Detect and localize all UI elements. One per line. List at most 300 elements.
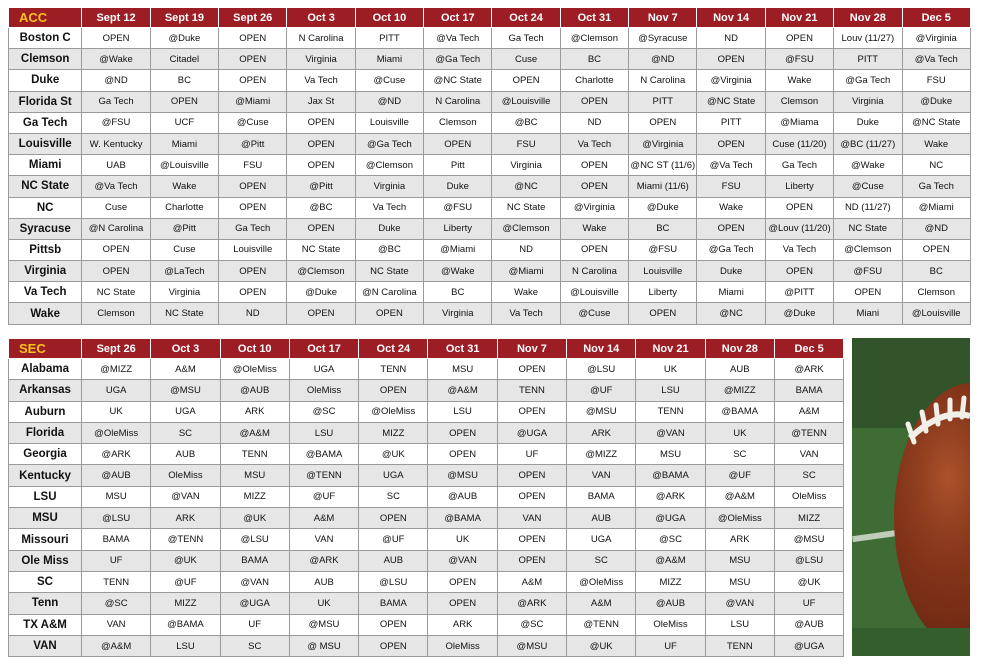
game-cell: @OleMiss — [359, 401, 428, 422]
game-cell: @A&M — [636, 550, 705, 571]
game-cell: MSU — [82, 486, 151, 507]
acc-week-header-nov-21: Nov 21 — [765, 8, 833, 28]
game-cell: Louisville — [355, 112, 423, 133]
game-cell: AUB — [567, 508, 636, 529]
table-row — [9, 28, 971, 49]
game-cell: @MSU — [774, 529, 843, 550]
game-cell: LSU — [151, 635, 220, 656]
acc-week-header-nov-14: Nov 14 — [697, 8, 765, 28]
game-cell: @Clemson — [355, 155, 423, 176]
game-cell: A&M — [289, 508, 358, 529]
table-row — [9, 359, 844, 380]
table-row — [9, 422, 844, 443]
sec-week-header-oct-10: Oct 10 — [220, 339, 289, 359]
game-cell: SC — [220, 635, 289, 656]
table-row — [9, 635, 844, 656]
game-cell: ND — [219, 303, 287, 324]
game-cell: @VAN — [151, 486, 220, 507]
game-cell: MIZZ — [220, 486, 289, 507]
game-cell: OPEN — [697, 218, 765, 239]
acc-week-header-sept-26: Sept 26 — [219, 8, 287, 28]
game-cell: ND — [697, 28, 765, 49]
game-cell: OPEN — [428, 444, 497, 465]
game-cell: @UK — [567, 635, 636, 656]
game-cell: OPEN — [765, 261, 833, 282]
football-icon — [852, 338, 970, 656]
game-cell: @Ga Tech — [834, 70, 902, 91]
game-cell: @Ga Tech — [424, 49, 492, 70]
game-cell: OPEN — [902, 239, 971, 260]
team-name: Florida St — [9, 91, 82, 112]
game-cell: OPEN — [219, 176, 287, 197]
game-cell: Ga Tech — [82, 91, 150, 112]
table-row — [9, 465, 844, 486]
sec-header-row — [9, 339, 844, 359]
game-cell: LSU — [289, 422, 358, 443]
sec-week-header-nov-21: Nov 21 — [636, 339, 705, 359]
game-cell: @Va Tech — [902, 49, 971, 70]
table-row — [9, 91, 971, 112]
game-cell: OPEN — [629, 303, 697, 324]
game-cell: OPEN — [560, 91, 628, 112]
game-cell: @Virginia — [560, 197, 628, 218]
game-cell: @UGA — [774, 635, 843, 656]
game-cell: OPEN — [428, 571, 497, 592]
game-cell: MIZZ — [774, 508, 843, 529]
sec-conference-title: SEC — [9, 339, 82, 359]
acc-schedule-table — [8, 7, 971, 325]
game-cell: @BAMA — [705, 401, 774, 422]
game-cell: @AUB — [774, 614, 843, 635]
game-cell: @BAMA — [428, 508, 497, 529]
game-cell: @ARK — [289, 550, 358, 571]
game-cell: @Miami — [902, 197, 971, 218]
game-cell: OPEN — [497, 529, 566, 550]
game-cell: @MSU — [428, 465, 497, 486]
game-cell: Duke — [355, 218, 423, 239]
team-name: NC — [9, 197, 82, 218]
game-cell: @ND — [82, 70, 150, 91]
game-cell: PITT — [629, 91, 697, 112]
game-cell: Va Tech — [355, 197, 423, 218]
game-cell: @BAMA — [151, 614, 220, 635]
game-cell: @PITT — [765, 282, 833, 303]
game-cell: UF — [220, 614, 289, 635]
game-cell: @LSU — [220, 529, 289, 550]
game-cell: ND — [492, 239, 560, 260]
game-cell: W. Kentucky — [82, 133, 150, 154]
sec-week-header-nov-28: Nov 28 — [705, 339, 774, 359]
game-cell: @ND — [902, 218, 971, 239]
team-name: NC State — [9, 176, 82, 197]
game-cell: @ARK — [82, 444, 151, 465]
team-name: Ga Tech — [9, 112, 82, 133]
game-cell: @LSU — [774, 550, 843, 571]
game-cell: SC — [151, 422, 220, 443]
game-cell: Jax St — [287, 91, 355, 112]
game-cell: @Cuse — [560, 303, 628, 324]
game-cell: BC — [150, 70, 218, 91]
game-cell: @BC (11/27) — [834, 133, 902, 154]
sec-week-header-oct-31: Oct 31 — [428, 339, 497, 359]
game-cell: OPEN — [765, 197, 833, 218]
game-cell: MSU — [220, 465, 289, 486]
game-cell: @Wake — [834, 155, 902, 176]
acc-week-header-oct-10: Oct 10 — [355, 8, 423, 28]
team-name: Va Tech — [9, 282, 82, 303]
game-cell: Wake — [150, 176, 218, 197]
game-cell: OPEN — [492, 70, 560, 91]
game-cell: NC State — [834, 218, 902, 239]
game-cell: OPEN — [359, 614, 428, 635]
game-cell: @MSU — [497, 635, 566, 656]
game-cell: @UF — [289, 486, 358, 507]
table-row — [9, 112, 971, 133]
sec-week-header-oct-17: Oct 17 — [289, 339, 358, 359]
game-cell: @SC — [497, 614, 566, 635]
game-cell: N Carolina — [560, 261, 628, 282]
game-cell: OPEN — [497, 486, 566, 507]
game-cell: @LSU — [82, 508, 151, 529]
game-cell: AUB — [705, 359, 774, 380]
game-cell: @Va Tech — [82, 176, 150, 197]
acc-week-header-oct-24: Oct 24 — [492, 8, 560, 28]
game-cell: FSU — [219, 155, 287, 176]
team-name: Kentucky — [9, 465, 82, 486]
table-row — [9, 593, 844, 614]
game-cell: @Duke — [902, 91, 971, 112]
game-cell: ARK — [220, 401, 289, 422]
game-cell: PITT — [355, 28, 423, 49]
team-name: Boston C — [9, 28, 82, 49]
game-cell: Charlotte — [560, 70, 628, 91]
game-cell: @NC State — [697, 91, 765, 112]
game-cell: OPEN — [287, 112, 355, 133]
game-cell: Miami — [150, 133, 218, 154]
game-cell: BC — [902, 261, 971, 282]
game-cell: @LSU — [567, 359, 636, 380]
game-cell: @SC — [289, 401, 358, 422]
game-cell: Ga Tech — [492, 28, 560, 49]
game-cell: @MSU — [289, 614, 358, 635]
game-cell: @UGA — [636, 508, 705, 529]
game-cell: @Duke — [287, 282, 355, 303]
team-name: Auburn — [9, 401, 82, 422]
game-cell: OPEN — [834, 282, 902, 303]
game-cell: OleMiss — [428, 635, 497, 656]
game-cell: ND (11/27) — [834, 197, 902, 218]
game-cell: A&M — [774, 401, 843, 422]
game-cell: TENN — [636, 401, 705, 422]
game-cell: @NC State — [902, 112, 971, 133]
game-cell: Va Tech — [287, 70, 355, 91]
game-cell: OPEN — [560, 155, 628, 176]
game-cell: FSU — [902, 70, 971, 91]
game-cell: @SC — [636, 529, 705, 550]
acc-week-header-dec-5: Dec 5 — [902, 8, 971, 28]
game-cell: SC — [705, 444, 774, 465]
game-cell: Virginia — [492, 155, 560, 176]
game-cell: ARK — [428, 614, 497, 635]
game-cell: @ARK — [774, 359, 843, 380]
table-row — [9, 508, 844, 529]
game-cell: @A&M — [705, 486, 774, 507]
game-cell: Clemson — [902, 282, 971, 303]
team-name: Pittsb — [9, 239, 82, 260]
game-cell: LSU — [428, 401, 497, 422]
acc-week-header-nov-7: Nov 7 — [629, 8, 697, 28]
game-cell: Virginia — [355, 176, 423, 197]
game-cell: OPEN — [497, 465, 566, 486]
game-cell: @Virginia — [629, 133, 697, 154]
game-cell: Wake — [697, 197, 765, 218]
game-cell: Louisville — [629, 261, 697, 282]
game-cell: @Virginia — [902, 28, 971, 49]
game-cell: @Wake — [82, 49, 150, 70]
game-cell: @Clemson — [492, 218, 560, 239]
game-cell: @Louisville — [492, 91, 560, 112]
table-row — [9, 133, 971, 154]
game-cell: @Cuse — [219, 112, 287, 133]
acc-week-header-nov-28: Nov 28 — [834, 8, 902, 28]
game-cell: UF — [82, 550, 151, 571]
table-row — [9, 401, 844, 422]
acc-week-header-sept-12: Sept 12 — [82, 8, 150, 28]
game-cell: ND — [560, 112, 628, 133]
game-cell: N Carolina — [287, 28, 355, 49]
game-cell: N Carolina — [629, 70, 697, 91]
game-cell: @UK — [774, 571, 843, 592]
game-cell: OPEN — [219, 28, 287, 49]
game-cell: BC — [424, 282, 492, 303]
game-cell: Wake — [492, 282, 560, 303]
table-row — [9, 571, 844, 592]
sec-week-header-nov-14: Nov 14 — [567, 339, 636, 359]
game-cell: @ARK — [636, 486, 705, 507]
game-cell: @UGA — [497, 422, 566, 443]
game-cell: Va Tech — [560, 133, 628, 154]
game-cell: @UF — [705, 465, 774, 486]
game-cell: @Syracuse — [629, 28, 697, 49]
team-name: Alabama — [9, 359, 82, 380]
game-cell: Cuse — [492, 49, 560, 70]
game-cell: OPEN — [765, 28, 833, 49]
game-cell: @TENN — [774, 422, 843, 443]
game-cell: UCF — [150, 112, 218, 133]
game-cell: @Louv (11/20) — [765, 218, 833, 239]
game-cell: @FSU — [834, 261, 902, 282]
sec-week-header-dec-5: Dec 5 — [774, 339, 843, 359]
game-cell: UAB — [82, 155, 150, 176]
game-cell: @AUB — [636, 593, 705, 614]
game-cell: @Clemson — [834, 239, 902, 260]
game-cell: LSU — [636, 380, 705, 401]
game-cell: @Pitt — [219, 133, 287, 154]
game-cell: FSU — [697, 176, 765, 197]
team-name: VAN — [9, 635, 82, 656]
game-cell: AUB — [289, 571, 358, 592]
game-cell: MSU — [705, 550, 774, 571]
table-row — [9, 218, 971, 239]
game-cell: @Miama — [765, 112, 833, 133]
game-cell: Virginia — [424, 303, 492, 324]
game-cell: @Clemson — [287, 261, 355, 282]
game-cell: Louv (11/27) — [834, 28, 902, 49]
table-row — [9, 486, 844, 507]
game-cell: @MIZZ — [705, 380, 774, 401]
game-cell: MIZZ — [636, 571, 705, 592]
game-cell: @Va Tech — [424, 28, 492, 49]
game-cell: ARK — [705, 529, 774, 550]
game-cell: Duke — [424, 176, 492, 197]
game-cell: MSU — [636, 444, 705, 465]
game-cell: VAN — [289, 529, 358, 550]
game-cell: @UK — [220, 508, 289, 529]
game-cell: @BC — [492, 112, 560, 133]
game-cell: @NC State — [424, 70, 492, 91]
game-cell: @MSU — [151, 380, 220, 401]
game-cell: TENN — [359, 359, 428, 380]
game-cell: BC — [629, 218, 697, 239]
game-cell: @Louisville — [560, 282, 628, 303]
game-cell: @Louisville — [902, 303, 971, 324]
table-row — [9, 614, 844, 635]
team-name: SC — [9, 571, 82, 592]
game-cell: @ND — [355, 91, 423, 112]
game-cell: Ga Tech — [902, 176, 971, 197]
acc-week-header-sept-19: Sept 19 — [150, 8, 218, 28]
team-name: LSU — [9, 486, 82, 507]
game-cell: OPEN — [287, 218, 355, 239]
table-row — [9, 197, 971, 218]
game-cell: OPEN — [697, 133, 765, 154]
game-cell: VAN — [82, 614, 151, 635]
team-name: Tenn — [9, 593, 82, 614]
game-cell: Liberty — [765, 176, 833, 197]
game-cell: @Pitt — [150, 218, 218, 239]
game-cell: Pitt — [424, 155, 492, 176]
game-cell: Citadel — [150, 49, 218, 70]
game-cell: @UF — [151, 571, 220, 592]
game-cell: OleMiss — [151, 465, 220, 486]
table-row — [9, 155, 971, 176]
game-cell: @ MSU — [289, 635, 358, 656]
game-cell: @BAMA — [289, 444, 358, 465]
game-cell: @AUB — [220, 380, 289, 401]
game-cell: OPEN — [287, 303, 355, 324]
table-row — [9, 49, 971, 70]
game-cell: PITT — [697, 112, 765, 133]
game-cell: Miami — [697, 282, 765, 303]
game-cell: @AUB — [82, 465, 151, 486]
game-cell: @SC — [82, 593, 151, 614]
team-name: Clemson — [9, 49, 82, 70]
game-cell: SC — [359, 486, 428, 507]
sec-week-header-sept-26: Sept 26 — [82, 339, 151, 359]
game-cell: UK — [428, 529, 497, 550]
acc-conference-title: ACC — [9, 8, 82, 28]
team-name: Syracuse — [9, 218, 82, 239]
game-cell: @FSU — [629, 239, 697, 260]
game-cell: @A&M — [428, 380, 497, 401]
team-name: MSU — [9, 508, 82, 529]
game-cell: OPEN — [697, 49, 765, 70]
game-cell: N Carolina — [424, 91, 492, 112]
game-cell: OPEN — [428, 593, 497, 614]
game-cell: OPEN — [287, 155, 355, 176]
team-name: Wake — [9, 303, 82, 324]
game-cell: OPEN — [428, 422, 497, 443]
game-cell: Clemson — [765, 91, 833, 112]
game-cell: BAMA — [774, 380, 843, 401]
game-cell: @MIZZ — [567, 444, 636, 465]
game-cell: UF — [774, 593, 843, 614]
game-cell: @Va Tech — [697, 155, 765, 176]
game-cell: @MIZZ — [82, 359, 151, 380]
game-cell: Ga Tech — [765, 155, 833, 176]
team-name: Virginia — [9, 261, 82, 282]
game-cell: Wake — [765, 70, 833, 91]
game-cell: @TENN — [567, 614, 636, 635]
game-cell: Va Tech — [492, 303, 560, 324]
table-row — [9, 239, 971, 260]
game-cell: @Ga Tech — [697, 239, 765, 260]
game-cell: Liberty — [424, 218, 492, 239]
team-name: Miami — [9, 155, 82, 176]
acc-week-header-oct-17: Oct 17 — [424, 8, 492, 28]
game-cell: UK — [705, 422, 774, 443]
table-row — [9, 261, 971, 282]
game-cell: TENN — [82, 571, 151, 592]
game-cell: Duke — [834, 112, 902, 133]
game-cell: @Cuse — [834, 176, 902, 197]
game-cell: @UF — [359, 529, 428, 550]
game-cell: BAMA — [82, 529, 151, 550]
acc-header-row — [9, 8, 971, 28]
game-cell: Duke — [697, 261, 765, 282]
game-cell: Virginia — [834, 91, 902, 112]
game-cell: OPEN — [82, 239, 150, 260]
game-cell: @TENN — [151, 529, 220, 550]
game-cell: @UK — [359, 444, 428, 465]
sec-week-header-oct-3: Oct 3 — [151, 339, 220, 359]
game-cell: @NC ST (11/6) — [629, 155, 697, 176]
table-row — [9, 444, 844, 465]
team-name: Georgia — [9, 444, 82, 465]
sec-week-header-nov-7: Nov 7 — [497, 339, 566, 359]
game-cell: TENN — [220, 444, 289, 465]
game-cell: OleMiss — [636, 614, 705, 635]
game-cell: @A&M — [220, 422, 289, 443]
game-cell: Wake — [902, 133, 971, 154]
game-cell: VAN — [567, 465, 636, 486]
game-cell: BAMA — [567, 486, 636, 507]
game-cell: OPEN — [359, 635, 428, 656]
game-cell: OPEN — [150, 91, 218, 112]
game-cell: FSU — [492, 133, 560, 154]
game-cell: @FSU — [424, 197, 492, 218]
game-cell: @Pitt — [287, 176, 355, 197]
game-cell: PITT — [834, 49, 902, 70]
game-cell: UGA — [82, 380, 151, 401]
team-name: Ole Miss — [9, 550, 82, 571]
game-cell: UGA — [289, 359, 358, 380]
game-cell: @NC — [697, 303, 765, 324]
team-name: Missouri — [9, 529, 82, 550]
game-cell: SC — [774, 465, 843, 486]
game-cell: OPEN — [497, 401, 566, 422]
game-cell: @VAN — [428, 550, 497, 571]
